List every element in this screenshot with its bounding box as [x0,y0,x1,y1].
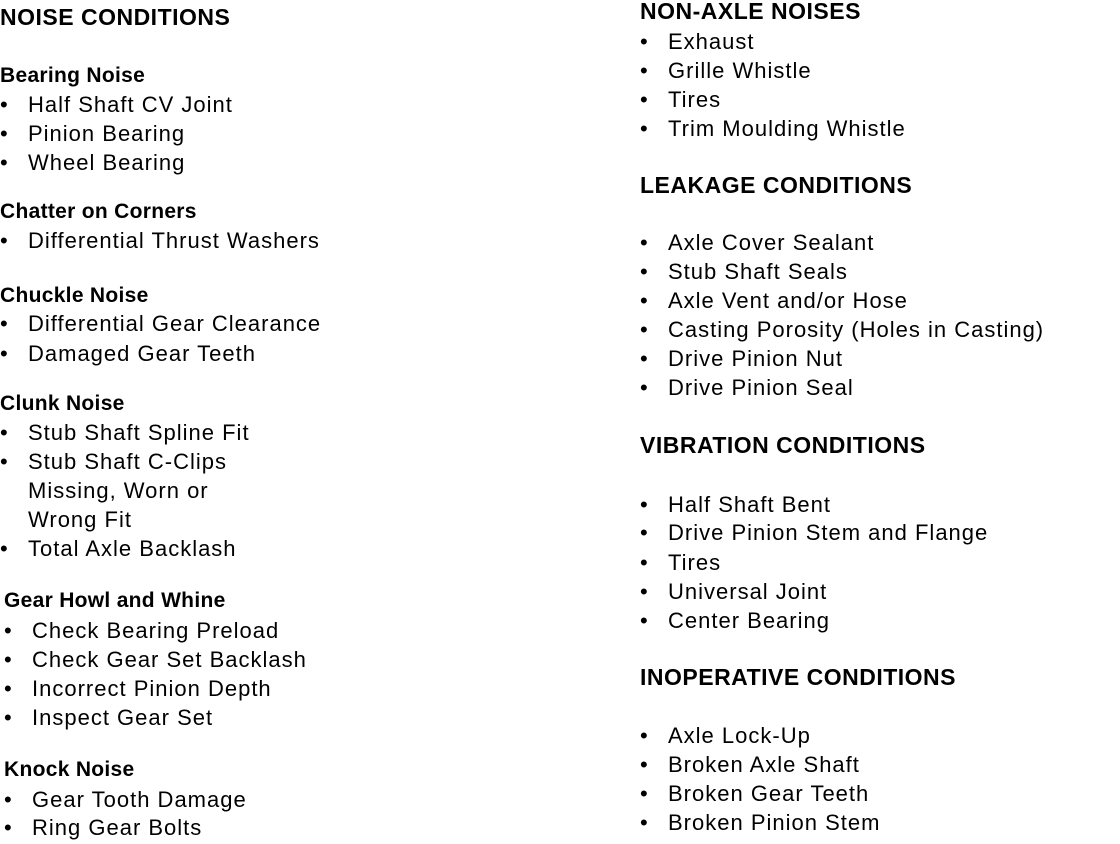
bullet-icon: • [4,787,13,812]
list-item: • Stub Shaft Seals [640,259,848,284]
bullet-icon: • [640,579,649,604]
list-item: • Axle Vent and/or Hose [640,288,908,313]
bullet-icon: • [4,815,13,840]
list-item: • Check Gear Set Backlash [4,647,307,672]
clunk-noise-heading: Clunk Noise [0,392,125,415]
bullet-icon: • [0,420,9,445]
bullet-icon: • [4,618,13,643]
bullet-icon: • [640,317,649,342]
inoperative-conditions-title: INOPERATIVE CONDITIONS [640,664,956,690]
bullet-icon: • [640,230,649,255]
gear-howl-heading: Gear Howl and Whine [4,589,226,612]
list-item: • Wheel Bearing [0,150,186,175]
non-axle-noises-title: NON-AXLE NOISES [640,0,861,24]
list-item: • Total Axle Backlash [0,536,237,561]
list-item: • Differential Gear Clearance [0,311,322,336]
leakage-conditions-title: LEAKAGE CONDITIONS [640,172,913,198]
list-item: • Drive Pinion Seal [640,375,854,400]
bullet-icon: • [4,647,13,672]
bullet-icon: • [640,58,649,83]
bullet-icon: • [0,228,9,253]
bullet-icon: • [640,259,649,284]
bullet-icon: • [0,311,9,336]
bullet-icon: • [640,810,649,835]
chuckle-noise-heading: Chuckle Noise [0,284,149,307]
bullet-icon: • [0,536,9,561]
bullet-icon: • [640,87,649,112]
list-item: • Pinion Bearing [0,121,186,146]
bullet-icon: • [640,608,649,633]
noise-conditions-title: NOISE CONDITIONS [0,4,231,30]
bullet-icon: • [4,676,13,701]
bullet-icon: • [640,752,649,777]
chatter-on-corners-heading: Chatter on Corners [0,200,197,223]
bullet-icon: • [640,520,649,545]
bullet-icon: • [640,346,649,371]
list-item: • Trim Moulding Whistle [640,116,906,141]
bullet-icon: • [0,92,9,117]
list-item: • Axle Cover Sealant [640,230,875,255]
bullet-icon: • [640,723,649,748]
list-item: • Broken Pinion Stem [640,810,881,835]
list-item: • Grille Whistle [640,58,812,83]
vibration-conditions-title: VIBRATION CONDITIONS [640,432,926,458]
list-item: • Half Shaft CV Joint [0,92,233,117]
list-item: • Damaged Gear Teeth [0,341,256,366]
list-item: • Broken Gear Teeth [640,781,870,806]
list-item: • Inspect Gear Set [4,705,214,730]
list-item: • Check Bearing Preload [4,618,280,643]
list-item: • Drive Pinion Stem and Flange [640,520,989,545]
list-item: • Universal Joint [640,579,828,604]
bearing-noise-heading: Bearing Noise [0,64,146,87]
list-item: • Broken Axle Shaft [640,752,860,777]
list-item: • Half Shaft Bent [640,492,831,517]
bullet-icon: • [640,116,649,141]
list-item: • Casting Porosity (Holes in Casting) [640,317,1045,342]
bullet-icon: • [640,375,649,400]
list-item: • Exhaust [640,29,755,54]
list-item: • Drive Pinion Nut [640,346,843,371]
list-item: • Ring Gear Bolts [4,815,203,840]
list-item: • Gear Tooth Damage [4,787,247,812]
list-item: • Differential Thrust Washers [0,228,320,253]
bullet-icon: • [640,288,649,313]
bullet-icon: • [0,121,9,146]
list-item: • Center Bearing [640,608,830,633]
bullet-icon: • [0,449,9,474]
list-item: • Tires [640,550,722,575]
bullet-icon: • [0,341,9,366]
bullet-icon: • [640,29,649,54]
list-item: • Axle Lock-Up [640,723,811,748]
bullet-icon: • [4,705,13,730]
list-item-continuation: Wrong Fit [28,507,132,532]
bullet-icon: • [0,150,9,175]
bullet-icon: • [640,781,649,806]
list-item-continuation: Missing, Worn or [28,478,209,503]
list-item: • Incorrect Pinion Depth [4,676,272,701]
bullet-icon: • [640,550,649,575]
bullet-icon: • [640,492,649,517]
list-item: • Stub Shaft Spline Fit [0,420,250,445]
knock-noise-heading: Knock Noise [4,758,135,781]
list-item: • Stub Shaft C-Clips [0,449,227,474]
list-item: • Tires [640,87,722,112]
